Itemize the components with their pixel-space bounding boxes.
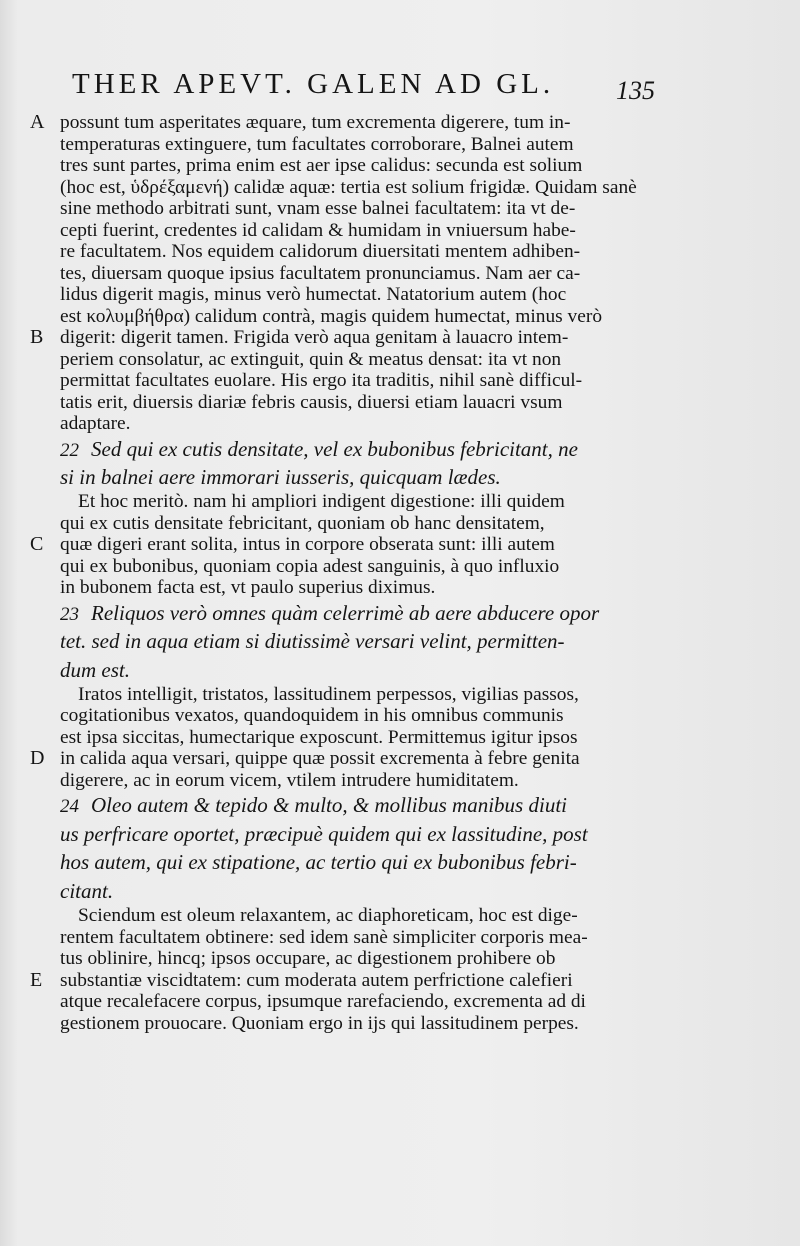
text-line: digerere, ac in eorum vicem, vtilem intrudere humiditatem. (60, 769, 519, 791)
margin-letter-c: C (30, 533, 44, 556)
aphorism-number: 23 (60, 603, 79, 625)
text-line: qui ex bubonibus, quoniam copia adest sanguinis, à quo influxio (60, 555, 560, 577)
commentary-22 (60, 491, 680, 534)
aphorism-line: dum est. (60, 657, 130, 682)
margin-letter-a: A (30, 111, 45, 133)
text-line: D in calida aqua versari, quippe quæ possit excrementa à febre genita (30, 747, 580, 770)
page-number: 135 (616, 76, 655, 105)
aphorism-number: 22 (60, 439, 79, 461)
text-line: lidus digerit magis, minus verò humectat. Natatorium autem (hoc (60, 284, 567, 305)
aphorism-line: 22 Sed qui ex cutis densitate, vel ex bubonibus febricitant, ne (60, 436, 578, 461)
text-line: re facultatem. Nos equidem calidorum diuersitati mentem adhiben- (60, 241, 581, 262)
commentary-23 (60, 684, 680, 749)
text-line: in bubonem facta est, vt paulo superius diximus. (60, 577, 436, 599)
aphorism-number: 24 (60, 796, 79, 818)
text-line: tatis erit, diuersis diariæ febris causis, diuersi etiam lauacri vsum (60, 391, 563, 413)
section-b (30, 326, 680, 435)
text-line: (hoc est, ὑδρέξαμενή) calidæ aquæ: tertia est solium frigidæ. Quidam sanè (60, 176, 637, 198)
text-line: est ipsa siccitas, humectarique exposcunt. Permittemus igitur ipsos (60, 726, 578, 748)
aphorism-line: tet. sed in aqua etiam si diutissimè versari velint, permitten- (60, 629, 565, 654)
aphorism-line: us perfricare oportet, præcipuè quidem qui ex lassitudine, post (60, 821, 588, 846)
commentary-24 (60, 905, 680, 970)
margin-letter-d: D (30, 747, 45, 770)
text-line: temperaturas extinguere, tum facultates corroborare, Balnei autem (60, 133, 574, 155)
text-line: periem consolatur, ac extinguit, quin & meatus densat: ita vt non (60, 348, 562, 370)
aphorism-23 (60, 599, 680, 684)
margin-letter-e: E (30, 968, 43, 991)
text-line: C quæ digeri erant solita, intus in corpore obserata sunt: illi autem (30, 533, 555, 556)
margin-letter-b: B (30, 326, 44, 348)
text-line: Sciendum est oleum relaxantem, ac diaphoreticam, hoc est dige- (78, 905, 578, 927)
section-c (30, 533, 680, 599)
text-line: sine methodo arbitrati sunt, vnam esse balnei facultatem: ita vt de- (60, 198, 576, 219)
text-line: gestionem prouocare. Quoniam ergo in ijs qui lassitudinem perpes. (60, 1012, 579, 1034)
text-line: tes, diuersam quoque ipsius facultatem pronunciamus. Nam aer ca- (60, 262, 581, 284)
section-d (30, 747, 680, 791)
aphorism-line: hos autem, qui ex stipatione, ac tertio qui ex bubonibus febri- (60, 850, 577, 875)
text-line: E substantiæ viscidtatem: cum moderata autem perfrictione calefieri (30, 968, 573, 991)
aphorism-24 (60, 791, 680, 905)
text-line: adaptare. (60, 413, 131, 434)
text-line: tus oblinire, hincq; ipsos occupare, ac digestionem prohibere ob (60, 948, 556, 970)
text-line: cepti fuerint, credentes id calidam & humidam in vniuersum habe- (60, 219, 576, 241)
aphorism-line: 24 Oleo autem & tepido & multo, & mollibus manibus diuti (60, 793, 567, 818)
running-title: THER APEVT. GALEN AD GL. (72, 68, 555, 100)
running-header (58, 68, 698, 108)
text-line: B digerit: digerit tamen. Frigida verò aqua genitam à lauacro intem- (30, 326, 569, 348)
text-line: A possunt tum asperitates æquare, tum excrementa digerere, tum in- (30, 111, 571, 133)
text-line: permittat facultates euolare. His ergo ita traditis, nihil sanè difficul- (60, 370, 583, 391)
aphorism-line: si in balnei aere immorari iusseris, quicquam lædes. (60, 464, 501, 489)
aphorism-line: 23 Reliquos verò omnes quàm celerrimè ab aere abducere opor (60, 600, 600, 625)
aphorism-line: citant. (60, 878, 114, 903)
text-line: cogitationibus vexatos, quandoquidem in his omnibus communis (60, 705, 564, 727)
aphorism-22 (60, 435, 680, 492)
text-line: est κολυμβήθρα) calidum contrà, magis quidem humectat, minus verò (60, 305, 603, 327)
text-line: Iratos intelligit, tristatos, lassitudinem perpessos, vigilias passos, (78, 683, 579, 705)
text-line: Et hoc meritò. nam hi ampliori indigent digestione: illi quidem (78, 491, 565, 513)
text-line: qui ex cutis densitate febricitant, quoniam ob hanc densitatem, (60, 512, 545, 534)
text-line: tres sunt partes, prima enim est aer ipse calidus: secunda est solium (60, 155, 583, 176)
section-a (30, 111, 680, 327)
page-text (30, 111, 680, 1034)
text-line: rentem facultatem obtinere: sed idem sanè simpliciter corporis mea- (60, 926, 588, 948)
section-e (30, 968, 680, 1035)
text-line: atque recalefacere corpus, ipsumque rarefaciendo, excrementa ad di (60, 991, 586, 1013)
